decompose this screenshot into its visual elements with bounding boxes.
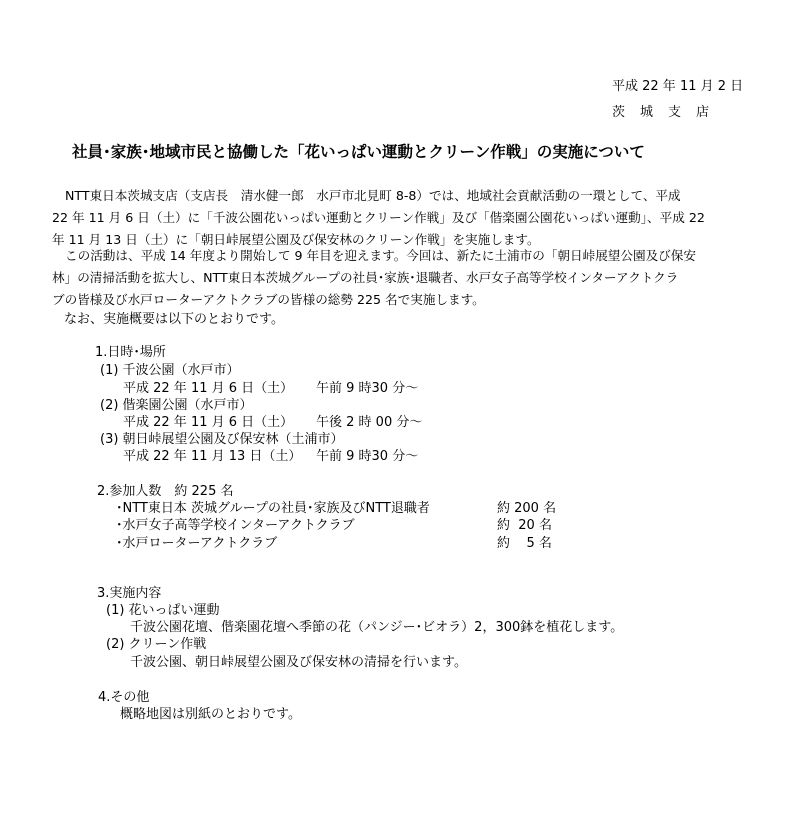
activity-line: ブの皆様及び水戸ローターアクトクラブの皆様の総勢 225 名で実施します。 — [52, 292, 485, 307]
intro-paragraph — [52, 185, 772, 251]
section-1-heading: 1.日時･場所 — [95, 345, 166, 360]
participant-group: ･水戸ローターアクトクラブ — [116, 536, 278, 551]
participant-count: 約 5 名 — [497, 536, 552, 551]
location-time: 午後 2 時 00 分～ — [316, 415, 423, 430]
section-3-heading: 3.実施内容 — [97, 586, 162, 601]
location-time: 午前 9 時30 分～ — [316, 449, 419, 464]
location-label: (1) 千波公園（水戸市） — [100, 363, 240, 378]
activity-item-text: 千波公園花壇、偕楽園花壇へ季節の花（パンジー･ビオラ）2，300鉢を植花します。 — [130, 620, 624, 635]
location-time: 午前 9 時30 分～ — [316, 381, 419, 396]
participant-group: ･水戸女子高等学校インターアクトクラブ — [116, 518, 355, 533]
activity-line: この活動は、平成 14 年度より開始して 9 年目を迎えます。今回は、新たに土浦市の「朝日峠展望公園及び保安 — [65, 248, 696, 263]
intro-line: 22 年 11 月 6 日（土）に「千波公園花いっぱい運動とクリーン作戦」及び「偕楽園公園花いっぱい運動」、平成 22 — [52, 210, 705, 225]
location-date: 平成 22 年 11 月 6 日（土） — [123, 381, 294, 396]
document-date: 平成 22 年 11 月 2 日 — [612, 79, 744, 94]
location-date: 平成 22 年 11 月 6 日（土） — [123, 415, 294, 430]
issuing-branch: 茨 城 支 店 — [612, 105, 711, 120]
location-label: (2) 偕楽園公園（水戸市） — [100, 398, 253, 413]
activity-item-text: 千波公園、朝日峠展望公園及び保安林の清掃を行います。 — [130, 655, 467, 670]
other-text: 概略地図は別紙のとおりです。 — [120, 707, 301, 722]
intro-line: 年 11 月 13 日（土）に「朝日峠展望公園及び保安林のクリーン作戦」を実施します。 — [52, 232, 540, 247]
location-label: (3) 朝日峠展望公園及び保安林（土浦市） — [100, 432, 344, 447]
activity-line: 林」の清掃活動を拡大し、NTT東日本茨城グループの社員･家族･退職者、水戸女子高等学校インターアクトクラ — [52, 270, 679, 285]
section-4-heading: 4.その他 — [98, 690, 150, 705]
activity-item-label: (2) クリーン作戦 — [106, 637, 207, 652]
activity-item-label: (1) 花いっぱい運動 — [106, 603, 220, 618]
document-title: 社員･家族･地域市民と協働した「花いっぱい運動とクリーン作戦」の実施について — [72, 143, 645, 161]
intro-line: NTT東日本茨城支店（支店長 清水健一郎 水戸市北見町 8-8）では、地域社会貢献活動の一環として、平成 — [65, 188, 681, 203]
activity-paragraph — [52, 245, 772, 311]
participant-count: 約 200 名 — [497, 501, 557, 516]
section-2-heading: 2.参加人数 約 225 名 — [97, 484, 234, 499]
participant-count: 約 20 名 — [497, 518, 552, 533]
location-date: 平成 22 年 11 月 13 日（土） — [123, 449, 302, 464]
summary-note: なお、実施概要は以下のとおりです。 — [64, 312, 284, 327]
participant-group: ･NTT東日本 茨城グループの社員･家族及びNTT退職者 — [116, 501, 430, 516]
